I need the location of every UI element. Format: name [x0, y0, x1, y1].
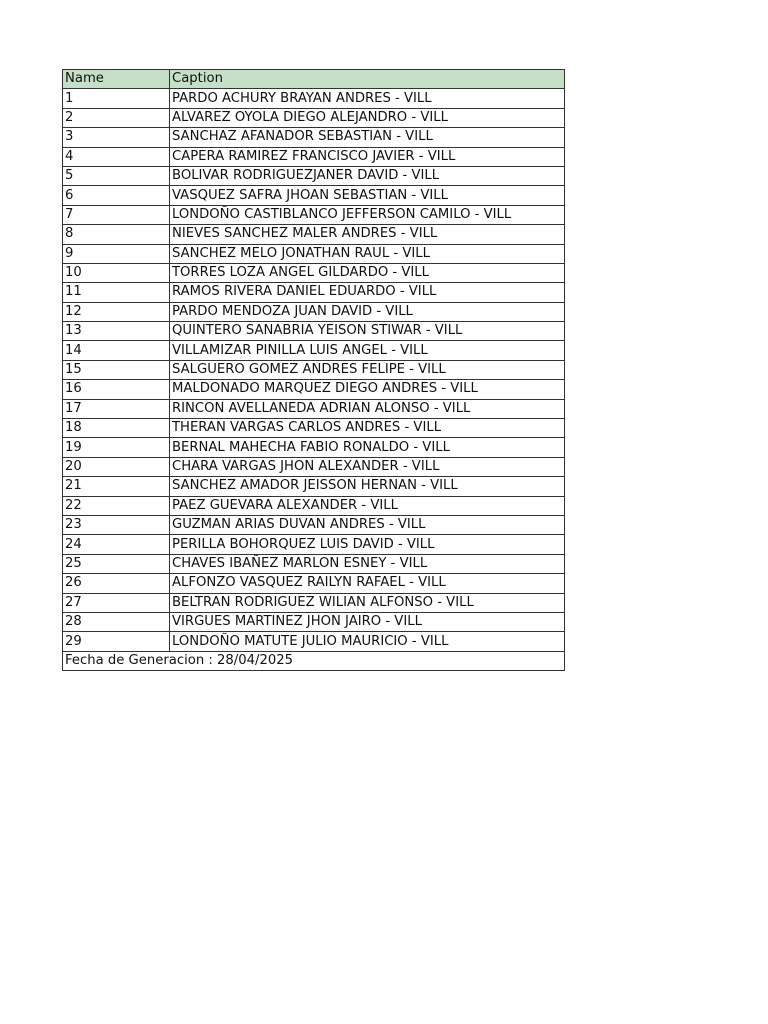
table-row — [63, 263, 565, 282]
column-header-name[interactable]: Name — [63, 70, 170, 89]
cell-name[interactable]: 5 — [63, 166, 170, 185]
cell-name[interactable]: 11 — [63, 283, 170, 302]
cell-caption[interactable]: SANCHAZ AFANADOR SEBASTIAN - VILL — [170, 128, 565, 147]
column-header-caption[interactable]: Caption — [170, 70, 565, 89]
table-row — [63, 128, 565, 147]
cell-caption[interactable]: SANCHEZ AMADOR JEISSON HERNAN - VILL — [170, 477, 565, 496]
cell-caption[interactable]: CHAVES IBAÑEZ MARLON ESNEY - VILL — [170, 554, 565, 573]
cell-name[interactable]: 18 — [63, 419, 170, 438]
footer-row — [63, 651, 565, 670]
cell-name[interactable]: 8 — [63, 225, 170, 244]
cell-name[interactable]: 27 — [63, 593, 170, 612]
cell-name[interactable]: 25 — [63, 554, 170, 573]
cell-name[interactable]: 6 — [63, 186, 170, 205]
table-row — [63, 496, 565, 515]
cell-name[interactable]: 22 — [63, 496, 170, 515]
cell-caption[interactable]: QUINTERO SANABRIA YEISON STIWAR - VILL — [170, 322, 565, 341]
cell-name[interactable]: 12 — [63, 302, 170, 321]
cell-caption[interactable]: PARDO ACHURY BRAYAN ANDRES - VILL — [170, 89, 565, 108]
table-row — [63, 283, 565, 302]
table-row — [63, 166, 565, 185]
cell-caption[interactable]: PARDO MENDOZA JUAN DAVID - VILL — [170, 302, 565, 321]
cell-caption[interactable]: LONDOÑO MATUTE JULIO MAURICIO - VILL — [170, 632, 565, 651]
cell-name[interactable]: 9 — [63, 244, 170, 263]
table-row — [63, 89, 565, 108]
table-row — [63, 341, 565, 360]
table-row — [63, 225, 565, 244]
cell-name[interactable]: 13 — [63, 322, 170, 341]
table-row — [63, 632, 565, 651]
table-row — [63, 457, 565, 476]
cell-caption[interactable]: CAPERA RAMIREZ FRANCISCO JAVIER - VILL — [170, 147, 565, 166]
cell-caption[interactable]: SANCHEZ MELO JONATHAN RAUL - VILL — [170, 244, 565, 263]
cell-caption[interactable]: CHARA VARGAS JHON ALEXANDER - VILL — [170, 457, 565, 476]
cell-caption[interactable]: BERNAL MAHECHA FABIO RONALDO - VILL — [170, 438, 565, 457]
table-row — [63, 554, 565, 573]
table-row — [63, 147, 565, 166]
cell-name[interactable]: 15 — [63, 360, 170, 379]
table-row — [63, 574, 565, 593]
cell-name[interactable]: 16 — [63, 380, 170, 399]
cell-caption[interactable]: SALGUERO GOMEZ ANDRES FELIPE - VILL — [170, 360, 565, 379]
table-body — [63, 89, 565, 651]
cell-name[interactable]: 4 — [63, 147, 170, 166]
spreadsheet-sheet — [62, 69, 564, 671]
table-row — [63, 244, 565, 263]
table-row — [63, 612, 565, 631]
cell-caption[interactable]: RINCON AVELLANEDA ADRIAN ALONSO - VILL — [170, 399, 565, 418]
cell-caption[interactable]: PERILLA BOHORQUEZ LUIS DAVID - VILL — [170, 535, 565, 554]
table-row — [63, 438, 565, 457]
table-row — [63, 515, 565, 534]
cell-name[interactable]: 29 — [63, 632, 170, 651]
cell-name[interactable]: 3 — [63, 128, 170, 147]
cell-caption[interactable]: NIEVES SANCHEZ MALER ANDRES - VILL — [170, 225, 565, 244]
cell-name[interactable]: 1 — [63, 89, 170, 108]
cell-name[interactable]: 10 — [63, 263, 170, 282]
table-row — [63, 477, 565, 496]
table-row — [63, 302, 565, 321]
table-row — [63, 360, 565, 379]
cell-name[interactable]: 26 — [63, 574, 170, 593]
cell-name[interactable]: 2 — [63, 108, 170, 127]
table-row — [63, 186, 565, 205]
cell-name[interactable]: 20 — [63, 457, 170, 476]
cell-caption[interactable]: PAEZ GUEVARA ALEXANDER - VILL — [170, 496, 565, 515]
cell-caption[interactable]: TORRES LOZA ANGEL GILDARDO - VILL — [170, 263, 565, 282]
generation-date[interactable]: Fecha de Generacion : 28/04/2025 — [63, 651, 565, 670]
cell-caption[interactable]: LONDOÑO CASTIBLANCO JEFFERSON CAMILO - VILL — [170, 205, 565, 224]
cell-caption[interactable]: GUZMAN ARIAS DUVAN ANDRES - VILL — [170, 515, 565, 534]
cell-name[interactable]: 21 — [63, 477, 170, 496]
table-row — [63, 535, 565, 554]
table-row — [63, 399, 565, 418]
cell-caption[interactable]: MALDONADO MARQUEZ DIEGO ANDRES - VILL — [170, 380, 565, 399]
table-row — [63, 205, 565, 224]
table-row — [63, 380, 565, 399]
cell-caption[interactable]: ALFONZO VASQUEZ RAILYN RAFAEL - VILL — [170, 574, 565, 593]
cell-caption[interactable]: VIRGUES MARTINEZ JHON JAIRO - VILL — [170, 612, 565, 631]
cell-caption[interactable]: RAMOS RIVERA DANIEL EDUARDO - VILL — [170, 283, 565, 302]
cell-caption[interactable]: VASQUEZ SAFRA JHOAN SEBASTIAN - VILL — [170, 186, 565, 205]
table-row — [63, 322, 565, 341]
table-row — [63, 419, 565, 438]
cell-caption[interactable]: BELTRAN RODRIGUEZ WILIAN ALFONSO - VILL — [170, 593, 565, 612]
cell-caption[interactable]: THERAN VARGAS CARLOS ANDRES - VILL — [170, 419, 565, 438]
table-row — [63, 593, 565, 612]
cell-name[interactable]: 28 — [63, 612, 170, 631]
cell-name[interactable]: 19 — [63, 438, 170, 457]
cell-caption[interactable]: BOLIVAR RODRIGUEZJANER DAVID - VILL — [170, 166, 565, 185]
cell-caption[interactable]: ALVAREZ OYOLA DIEGO ALEJANDRO - VILL — [170, 108, 565, 127]
table-row — [63, 108, 565, 127]
cell-name[interactable]: 14 — [63, 341, 170, 360]
cell-caption[interactable]: VILLAMIZAR PINILLA LUIS ANGEL - VILL — [170, 341, 565, 360]
cell-name[interactable]: 17 — [63, 399, 170, 418]
cell-name[interactable]: 7 — [63, 205, 170, 224]
header-row — [63, 70, 565, 89]
cell-name[interactable]: 23 — [63, 515, 170, 534]
roster-table — [62, 69, 565, 671]
cell-name[interactable]: 24 — [63, 535, 170, 554]
